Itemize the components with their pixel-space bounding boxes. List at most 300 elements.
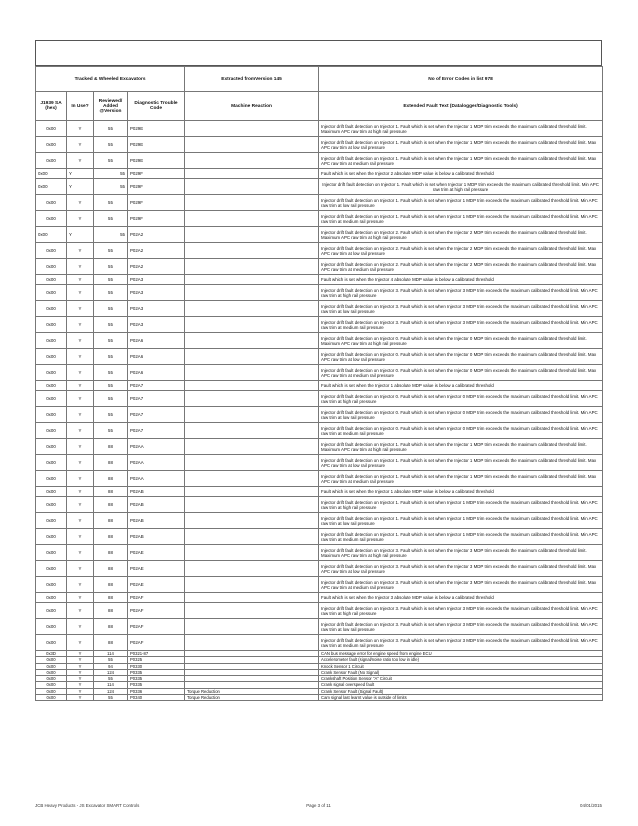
table-row	[36, 439, 603, 455]
cell-in-use: Y	[67, 669, 94, 675]
cell-dtc: P029F	[128, 211, 185, 227]
cell-in-use: Y	[67, 487, 94, 497]
cell-reviewed-version: 55	[94, 153, 128, 169]
cell-dtc: P02AE	[128, 577, 185, 593]
cell-in-use: Y	[67, 423, 94, 439]
cell-fault-text: Fault which is set when the Injector 3 absolute MDP value is below a calibrated threshold	[319, 593, 603, 603]
cell-fault-text: Injector drift fault detection on Injector 0. Fault which is set when Injector 0 MDP trim exceeds the maximum calibrated threshold limit. Min APC raw trim at medium rail pressure	[319, 423, 603, 439]
fault-code-table	[35, 66, 603, 701]
cell-reviewed-version: 94	[94, 663, 128, 669]
cell-fault-text: Crank signal overspeed fault	[319, 682, 603, 688]
cell-machine-reaction	[185, 243, 319, 259]
cell-fault-text: Injector drift fault detection on Injector 0. Fault which is set when the Injector 0 MDP trim exceeds the maximum calibrated threshold limit. Maximum APC raw trim at high rail pressure	[319, 333, 603, 349]
cell-source-address: 0x3D	[36, 651, 67, 657]
cell-reviewed-version: 55	[94, 317, 128, 333]
cell-dtc: P02A2	[128, 227, 185, 243]
cell-source-address: 0x00	[36, 423, 67, 439]
cell-dtc: P02AB	[128, 497, 185, 513]
cell-dtc: P02AF	[128, 593, 185, 603]
cell-machine-reaction	[185, 545, 319, 561]
cell-fault-text: Injector drift fault detection on Injector 1. Fault which is set when the Injector 1 MDP trim exceeds the maximum calibrated threshold limit. Max APC raw trim at low rail pressure	[319, 137, 603, 153]
cell-machine-reaction	[185, 153, 319, 169]
footer-company: JCB Heavy Products - JS Excavator SMART Controls	[35, 803, 140, 808]
cell-reviewed-version: 55	[94, 227, 128, 243]
cell-machine-reaction	[185, 137, 319, 153]
cell-source-address: 0x00	[36, 497, 67, 513]
cell-dtc: P02AA	[128, 439, 185, 455]
cell-machine-reaction	[185, 391, 319, 407]
cell-reviewed-version: 88	[94, 487, 128, 497]
cell-dtc: P029F	[128, 169, 185, 179]
cell-reviewed-version: 55	[94, 301, 128, 317]
cell-machine-reaction	[185, 487, 319, 497]
cell-reviewed-version: 55	[94, 275, 128, 285]
cell-reviewed-version: 88	[94, 529, 128, 545]
cell-source-address: 0x00	[36, 593, 67, 603]
cell-dtc: P0335	[128, 682, 185, 688]
error-code-count-label: No of Error Codes in list 978	[319, 67, 603, 92]
cell-fault-text: Injector drift fault detection on Injector 0. Fault which is set when the Injector 0 MDP trim exceeds the maximum calibrated threshold limit. Max APC raw trim at low rail pressure	[319, 349, 603, 365]
cell-source-address: 0x00	[36, 169, 67, 179]
cell-dtc: P029E	[128, 121, 185, 137]
table-row	[36, 619, 603, 635]
cell-in-use: Y	[67, 153, 94, 169]
machine-group-label: Tracked & Wheeled Excavators	[36, 67, 185, 92]
cell-dtc: P02AE	[128, 545, 185, 561]
cell-dtc: P02AB	[128, 513, 185, 529]
cell-in-use: Y	[67, 381, 94, 391]
cell-reviewed-version: 88	[94, 635, 128, 651]
cell-reviewed-version: 55	[94, 137, 128, 153]
cell-dtc: P02A3	[128, 317, 185, 333]
cell-fault-text: Injector drift fault detection on Injector 3. Fault which is set when Injector 3 MDP trim exceeds the maximum calibrated threshold limit. Min APC raw trim at high rail pressure	[319, 285, 603, 301]
column-header-sa: J1939 SA (hex)	[36, 92, 67, 121]
cell-source-address: 0x00	[36, 179, 67, 195]
cell-source-address: 0x00	[36, 695, 67, 701]
cell-source-address: 0x00	[36, 635, 67, 651]
cell-source-address: 0x00	[36, 243, 67, 259]
cell-in-use: Y	[67, 593, 94, 603]
table-row	[36, 243, 603, 259]
table-row	[36, 471, 603, 487]
cell-dtc: P0321-87	[128, 651, 185, 657]
cell-machine-reaction	[185, 529, 319, 545]
cell-reviewed-version: 124	[94, 669, 128, 675]
cell-in-use: Y	[67, 603, 94, 619]
cell-fault-text: Injector drift fault detection on Injector 3. Fault which is set when Injector 3 MDP trim exceeds the maximum calibrated threshold limit. Min APC raw trim at low rail pressure	[319, 301, 603, 317]
cell-machine-reaction	[185, 333, 319, 349]
cell-machine-reaction	[185, 211, 319, 227]
table-row	[36, 317, 603, 333]
cell-source-address: 0x00	[36, 121, 67, 137]
cell-in-use: Y	[67, 471, 94, 487]
cell-reviewed-version: 88	[94, 513, 128, 529]
cell-source-address: 0x00	[36, 577, 67, 593]
spreadsheet	[35, 40, 602, 701]
cell-machine-reaction	[185, 439, 319, 455]
table-row	[36, 635, 603, 651]
cell-dtc: P0336	[128, 688, 185, 694]
table-row	[36, 423, 603, 439]
cell-reviewed-version: 55	[94, 695, 128, 701]
cell-in-use: Y	[67, 317, 94, 333]
cell-in-use: Y	[67, 121, 94, 137]
table-row	[36, 487, 603, 497]
cell-fault-text: Injector drift fault detection on Injector 0. Fault which is set when Injector 0 MDP trim exceeds the maximum calibrated threshold limit. Min APC raw trim at low rail pressure	[319, 407, 603, 423]
table-row	[36, 391, 603, 407]
cell-dtc: P02AE	[128, 561, 185, 577]
table-row	[36, 285, 603, 301]
cell-dtc: P02A6	[128, 349, 185, 365]
cell-fault-text: Knock Sensor 1 Circuit	[319, 663, 603, 669]
cell-machine-reaction	[185, 259, 319, 275]
cell-reviewed-version: 88	[94, 471, 128, 487]
cell-source-address: 0x00	[36, 439, 67, 455]
cell-dtc: P02A7	[128, 391, 185, 407]
cell-source-address: 0x00	[36, 561, 67, 577]
cell-fault-text: Injector drift fault detection on Injector 1. Fault which is set when the Injector 1 MDP trim exceeds the maximum calibrated threshold limit. Max APC raw trim at low rail pressure	[319, 455, 603, 471]
cell-source-address: 0x00	[36, 487, 67, 497]
cell-in-use: Y	[67, 682, 94, 688]
cell-fault-text: Injector drift fault detection on Injector 3. Fault which is set when Injector 3 MDP trim exceeds the maximum calibrated threshold limit. Min APC raw trim at low rail pressure	[319, 619, 603, 635]
cell-dtc: P02A3	[128, 275, 185, 285]
cell-machine-reaction	[185, 603, 319, 619]
table-row	[36, 695, 603, 701]
cell-source-address: 0x00	[36, 285, 67, 301]
cell-fault-text: Injector drift fault detection on Injector 3. Fault which is set when Injector 3 MDP trim exceeds the maximum calibrated threshold limit. Min APC raw trim at high rail pressure	[319, 603, 603, 619]
cell-fault-text: Fault which is set when the Injector 4 absolute MDP value is below a calibrated threshold	[319, 275, 603, 285]
cell-reviewed-version: 55	[94, 349, 128, 365]
cell-fault-text: Injector drift fault detection on Injector 3. Fault which is set when Injector 3 MDP trim exceeds the maximum calibrated threshold limit. Min APC raw trim at medium rail pressure	[319, 317, 603, 333]
cell-reviewed-version: 55	[94, 169, 128, 179]
column-header-dtc: Diagnostic Trouble Code	[128, 92, 185, 121]
cell-fault-text: Accelerometer fault (signal/noise ratio too low in idle)	[319, 657, 603, 663]
cell-source-address: 0x00	[36, 365, 67, 381]
cell-machine-reaction	[185, 365, 319, 381]
table-row	[36, 169, 603, 179]
cell-reviewed-version: 55	[94, 243, 128, 259]
cell-machine-reaction	[185, 121, 319, 137]
column-header-reviewed: Reviewed/ Added @Version	[94, 92, 128, 121]
cell-reviewed-version: 88	[94, 497, 128, 513]
cell-reviewed-version: 55	[94, 121, 128, 137]
cell-dtc: P029E	[128, 153, 185, 169]
cell-in-use: Y	[67, 407, 94, 423]
cell-dtc: P0340	[128, 695, 185, 701]
cell-fault-text: Injector drift fault detection on Injector 3. Fault which is set when the Injector 3 MDP trim exceeds the maximum calibrated threshold limit. Maximum APC raw trim at high rail pressure	[319, 545, 603, 561]
cell-dtc: P029F	[128, 195, 185, 211]
header-row-2	[36, 92, 603, 121]
table-row	[36, 195, 603, 211]
cell-dtc: P02AF	[128, 619, 185, 635]
table-row	[36, 603, 603, 619]
cell-machine-reaction	[185, 169, 319, 179]
table-row	[36, 153, 603, 169]
footer-date: 04/01/2015	[580, 803, 602, 808]
cell-in-use: Y	[67, 169, 94, 179]
cell-dtc: P0335	[128, 669, 185, 675]
cell-machine-reaction	[185, 179, 319, 195]
table-row	[36, 211, 603, 227]
table-row	[36, 121, 603, 137]
cell-in-use: Y	[67, 676, 94, 682]
cell-fault-text: Injector drift fault detection on Injector 2. Fault which is set when the Injector 2 MDP trim exceeds the maximum calibrated threshold limit. Maximum APC raw trim at high rail pressure	[319, 227, 603, 243]
cell-machine-reaction	[185, 423, 319, 439]
cell-machine-reaction	[185, 577, 319, 593]
cell-source-address: 0x00	[36, 137, 67, 153]
cell-dtc: P02AB	[128, 487, 185, 497]
cell-machine-reaction	[185, 195, 319, 211]
cell-source-address: 0x00	[36, 545, 67, 561]
table-row	[36, 381, 603, 391]
cell-fault-text: Injector drift fault detection on Injector 1. Fault which is set when the Injector 1 MDP trim exceeds the maximum calibrated threshold limit. Maximum APC raw trim at high rail pressure	[319, 439, 603, 455]
cell-reviewed-version: 88	[94, 577, 128, 593]
table-row	[36, 529, 603, 545]
cell-reviewed-version: 114	[94, 682, 128, 688]
cell-in-use: Y	[67, 439, 94, 455]
cell-machine-reaction	[185, 593, 319, 603]
column-header-in-use: In Use?	[67, 92, 94, 121]
cell-in-use: Y	[67, 195, 94, 211]
cell-dtc: P02A7	[128, 407, 185, 423]
table-row	[36, 137, 603, 153]
cell-machine-reaction	[185, 619, 319, 635]
cell-fault-text: Injector drift fault detection on Injector 0. Fault which is set when Injector 0 MDP trim exceeds the maximum calibrated threshold limit. Min APC raw trim at high rail pressure	[319, 391, 603, 407]
cell-dtc: P0335	[128, 676, 185, 682]
cell-machine-reaction	[185, 407, 319, 423]
cell-machine-reaction: Torque Reduction	[185, 695, 319, 701]
cell-source-address: 0x00	[36, 471, 67, 487]
cell-reviewed-version: 88	[94, 455, 128, 471]
cell-source-address: 0x00	[36, 349, 67, 365]
table-row	[36, 179, 603, 195]
cell-dtc: P02A3	[128, 301, 185, 317]
cell-machine-reaction	[185, 561, 319, 577]
table-row	[36, 455, 603, 471]
cell-in-use: Y	[67, 577, 94, 593]
column-header-reaction: Machine Reaction	[185, 92, 319, 121]
cell-dtc: P029F	[128, 179, 185, 195]
cell-reviewed-version: 55	[94, 381, 128, 391]
cell-machine-reaction	[185, 381, 319, 391]
cell-fault-text: Injector drift fault detection on Injector 1. Fault which is set when the Injector 1 MDP trim exceeds the maximum calibrated threshold limit. Maximum APC raw trim at high rail pressure	[319, 121, 603, 137]
cell-source-address: 0x00	[36, 317, 67, 333]
cell-fault-text: Injector drift fault detection on Injector 1. Fault which is set when Injector 1 MDP trim exceeds the maximum calibrated threshold limit. Min APC raw trim at low rail pressure	[319, 513, 603, 529]
cell-machine-reaction	[185, 635, 319, 651]
table-row	[36, 275, 603, 285]
cell-dtc: P02AF	[128, 603, 185, 619]
cell-in-use: Y	[67, 391, 94, 407]
cell-reviewed-version: 55	[94, 423, 128, 439]
cell-reviewed-version: 55	[94, 285, 128, 301]
table-row	[36, 497, 603, 513]
cell-machine-reaction	[185, 285, 319, 301]
cell-machine-reaction	[185, 317, 319, 333]
table-row	[36, 545, 603, 561]
cell-reviewed-version: 55	[94, 676, 128, 682]
cell-machine-reaction	[185, 497, 319, 513]
cell-source-address: 0x00	[36, 333, 67, 349]
cell-source-address: 0x00	[36, 259, 67, 275]
cell-in-use: Y	[67, 211, 94, 227]
cell-dtc: P02AB	[128, 529, 185, 545]
cell-fault-text: Injector drift fault detection on Injector 3. Fault which is set when Injector 3 MDP trim exceeds the maximum calibrated threshold limit. Min APC raw trim at medium rail pressure	[319, 635, 603, 651]
cell-dtc: P02AF	[128, 635, 185, 651]
cell-source-address: 0x00	[36, 682, 67, 688]
cell-in-use: Y	[67, 259, 94, 275]
cell-machine-reaction	[185, 455, 319, 471]
cell-source-address: 0x00	[36, 381, 67, 391]
table-row	[36, 577, 603, 593]
cell-source-address: 0x00	[36, 657, 67, 663]
cell-fault-text: Injector drift fault detection on Injector 2. Fault which is set when the Injector 2 MDP trim exceeds the maximum calibrated threshold limit. Max APC raw trim at low rail pressure	[319, 243, 603, 259]
cell-machine-reaction	[185, 471, 319, 487]
column-header-fault-text: Extended Fault Text (Datalogger/Diagnostic Tools)	[319, 92, 603, 121]
cell-in-use: Y	[67, 275, 94, 285]
table-row	[36, 593, 603, 603]
cell-in-use: Y	[67, 635, 94, 651]
cell-machine-reaction	[185, 301, 319, 317]
title-box	[35, 40, 602, 66]
cell-fault-text: Injector drift fault detection on Injector 1. Fault which is set when the Injector 1 MDP trim exceeds the maximum calibrated threshold limit. Max APC raw trim at medium rail pressure	[319, 153, 603, 169]
cell-dtc: P02A6	[128, 365, 185, 381]
cell-source-address: 0x00	[36, 663, 67, 669]
cell-reviewed-version: 88	[94, 545, 128, 561]
cell-machine-reaction	[185, 227, 319, 243]
cell-fault-text: Fault which is set when the Injector 1 absolute MDP value is below a calibrated threshold	[319, 487, 603, 497]
cell-reviewed-version: 88	[94, 593, 128, 603]
table-row	[36, 227, 603, 243]
cell-in-use: Y	[67, 545, 94, 561]
cell-fault-text: Injector drift fault detection on Injector 1. Fault which is set when the Injector 1 MDP trim exceeds the maximum calibrated threshold limit. Max APC raw trim at medium rail pressure	[319, 471, 603, 487]
cell-machine-reaction: Torque Reduction	[185, 688, 319, 694]
cell-fault-text: Injector drift fault detection on Injector 1. Fault which is set when Injector 1 MDP trim exceeds the maximum calibrated threshold limit. Min APC raw trim at high rail pressure	[319, 497, 603, 513]
cell-fault-text: Crank Sensor Fault (No Signal)	[319, 669, 603, 675]
cell-fault-text: Crankshaft Position Sensor "A" Circuit	[319, 676, 603, 682]
extracted-version-label: Extracted fromVersion 145	[185, 67, 319, 92]
cell-reviewed-version: 114	[94, 651, 128, 657]
cell-fault-text: Crank Sensor Fault (Signal Fault)	[319, 688, 603, 694]
cell-in-use: Y	[67, 663, 94, 669]
table-row	[36, 561, 603, 577]
table-row	[36, 301, 603, 317]
cell-in-use: Y	[67, 243, 94, 259]
footer-page-number: Page 3 of 11	[306, 803, 331, 808]
table-row	[36, 349, 603, 365]
cell-in-use: Y	[67, 529, 94, 545]
cell-fault-text: Injector drift fault detection on Injector 3. Fault which is set when the Injector 3 MDP trim exceeds the maximum calibrated threshold limit. Max APC raw trim at medium rail pressure	[319, 577, 603, 593]
cell-fault-text: Injector drift fault detection on Injector 1. Fault which is set when Injector 1 MDP trim exceeds the maximum calibrated threshold limit. Min APC raw trim at medium rail pressure	[319, 529, 603, 545]
cell-dtc: P0325	[128, 657, 185, 663]
cell-source-address: 0x00	[36, 676, 67, 682]
cell-source-address: 0x00	[36, 669, 67, 675]
cell-reviewed-version: 88	[94, 603, 128, 619]
cell-fault-text: Injector drift fault detection on Injector 1. Fault which is set when Injector 1 MDP trim exceeds the maximum calibrated threshold limit. Min APC raw trim at medium rail pressure	[319, 211, 603, 227]
cell-source-address: 0x00	[36, 211, 67, 227]
cell-dtc: P02A2	[128, 243, 185, 259]
cell-fault-text: Injector drift fault detection on Injector 3. Fault which is set when the Injector 3 MDP trim exceeds the maximum calibrated threshold limit. Max APC raw trim at low rail pressure	[319, 561, 603, 577]
cell-in-use: Y	[67, 349, 94, 365]
cell-in-use: Y	[67, 179, 94, 195]
cell-in-use: Y	[67, 695, 94, 701]
page-footer	[35, 803, 602, 811]
cell-in-use: Y	[67, 285, 94, 301]
cell-reviewed-version: 55	[94, 407, 128, 423]
cell-dtc: P02A2	[128, 259, 185, 275]
cell-reviewed-version: 88	[94, 619, 128, 635]
cell-fault-text: CAN bus message error for engine speed from engine ECU	[319, 651, 603, 657]
cell-in-use: Y	[67, 619, 94, 635]
cell-source-address: 0x00	[36, 603, 67, 619]
cell-dtc: P02A7	[128, 381, 185, 391]
table-row	[36, 333, 603, 349]
cell-reviewed-version: 55	[94, 259, 128, 275]
cell-dtc: P02AA	[128, 455, 185, 471]
cell-dtc: P02AA	[128, 471, 185, 487]
cell-in-use: Y	[67, 227, 94, 243]
cell-reviewed-version: 88	[94, 439, 128, 455]
cell-in-use: Y	[67, 333, 94, 349]
cell-in-use: Y	[67, 455, 94, 471]
table-row	[36, 365, 603, 381]
cell-reviewed-version: 124	[94, 688, 128, 694]
table-row	[36, 407, 603, 423]
header-row-1	[36, 67, 603, 92]
cell-in-use: Y	[67, 497, 94, 513]
cell-machine-reaction	[185, 275, 319, 285]
cell-source-address: 0x00	[36, 688, 67, 694]
cell-reviewed-version: 55	[94, 195, 128, 211]
cell-source-address: 0x00	[36, 391, 67, 407]
cell-dtc: P029E	[128, 137, 185, 153]
cell-machine-reaction	[185, 513, 319, 529]
cell-fault-text: Cam signal last learnt value is outside of limits	[319, 695, 603, 701]
table-row	[36, 259, 603, 275]
cell-source-address: 0x00	[36, 195, 67, 211]
cell-machine-reaction	[185, 349, 319, 365]
cell-in-use: Y	[67, 688, 94, 694]
cell-in-use: Y	[67, 137, 94, 153]
cell-in-use: Y	[67, 513, 94, 529]
cell-reviewed-version: 55	[94, 365, 128, 381]
cell-source-address: 0x00	[36, 529, 67, 545]
cell-source-address: 0x00	[36, 513, 67, 529]
cell-reviewed-version: 55	[94, 179, 128, 195]
cell-fault-text: Injector drift fault detection on Injector 1. Fault which is set when Injector 1 MDP trim exceeds the maximum calibrated threshold limit. Min APC raw trim at high rail pressure	[319, 179, 603, 195]
cell-source-address: 0x00	[36, 227, 67, 243]
cell-in-use: Y	[67, 301, 94, 317]
cell-fault-text: Fault which is set when the Injector 2 absolute MDP value is below a calibrated threshold	[319, 169, 603, 179]
cell-source-address: 0x00	[36, 153, 67, 169]
cell-source-address: 0x00	[36, 301, 67, 317]
cell-reviewed-version: 55	[94, 211, 128, 227]
cell-dtc: P0330	[128, 663, 185, 669]
cell-in-use: Y	[67, 657, 94, 663]
cell-source-address: 0x00	[36, 619, 67, 635]
cell-in-use: Y	[67, 651, 94, 657]
cell-dtc: P02A7	[128, 423, 185, 439]
cell-source-address: 0x00	[36, 455, 67, 471]
cell-fault-text: Injector drift fault detection on Injector 2. Fault which is set when the Injector 2 MDP trim exceeds the maximum calibrated threshold limit. Max APC raw trim at medium rail pressure	[319, 259, 603, 275]
cell-dtc: P02A6	[128, 333, 185, 349]
cell-reviewed-version: 88	[94, 561, 128, 577]
cell-fault-text: Injector drift fault detection on Injector 0. Fault which is set when the Injector 0 MDP trim exceeds the maximum calibrated threshold limit. Max APC raw trim at medium rail pressure	[319, 365, 603, 381]
cell-in-use: Y	[67, 561, 94, 577]
cell-source-address: 0x00	[36, 275, 67, 285]
cell-reviewed-version: 55	[94, 657, 128, 663]
cell-reviewed-version: 55	[94, 333, 128, 349]
cell-fault-text: Injector drift fault detection on Injector 1. Fault which is set when Injector 1 MDP trim exceeds the maximum calibrated threshold limit. Min APC raw trim at low rail pressure	[319, 195, 603, 211]
